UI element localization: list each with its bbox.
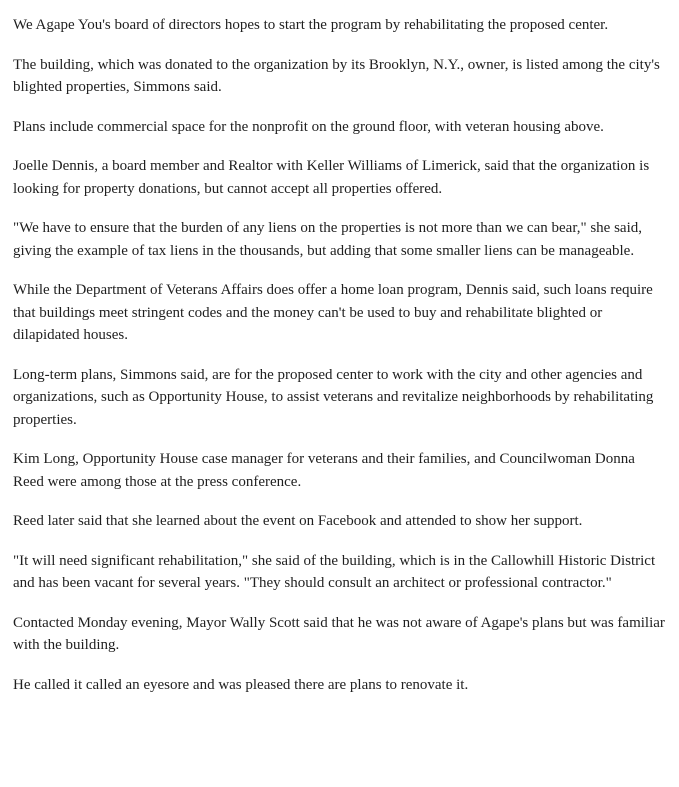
article-paragraph: While the Department of Veterans Affairs does offer a home loan program, Dennis said, such loans require that buildings meet stringent codes and the money can't be used to buy and rehabilitate blighted or dilapidated houses.: [13, 282, 653, 343]
article-paragraph: He called it called an eyesore and was pleased there are plans to renovate it.: [13, 676, 469, 693]
article-paragraph: We Agape You's board of directors hopes to start the program by rehabilitating the proposed center.: [13, 17, 609, 33]
article-paragraph: "It will need significant rehabilitation," she said of the building, which is in the Callowhill Historic District and has been vacant for several years. "They should consult an architect or professional contractor.": [13, 552, 656, 591]
article-paragraph: Plans include commercial space for the nonprofit on the ground floor, with veteran housing above.: [13, 118, 604, 135]
article-paragraph: Kim Long, Opportunity House case manager for veterans and their families, and Councilwoman Donna Reed were among those at the press conference.: [13, 451, 635, 490]
article-paragraph: Long-term plans, Simmons said, are for the proposed center to work with the city and other agencies and organizations, such as Opportunity House, to assist veterans and revitalize neighborhoods by rehabilitating properties.: [13, 366, 654, 428]
article-paragraph: Contacted Monday evening, Mayor Wally Scott said that he was not aware of Agape's plans but was familiar with the building.: [13, 614, 665, 653]
article-paragraph: "We have to ensure that the burden of any liens on the properties is not more than we can bear," she said, giving the example of tax liens in the thousands, but adding that some smaller liens can be manageable.: [13, 220, 642, 259]
article-paragraph: Reed later said that she learned about the event on Facebook and attended to show her support.: [13, 513, 583, 529]
article-paragraph: The building, which was donated to the organization by its Brooklyn, N.Y., owner, is listed among the city's blighted properties, Simmons said.: [13, 56, 660, 95]
article-paragraph: Joelle Dennis, a board member and Realtor with Keller Williams of Limerick, said that the organization is looking for property donations, but cannot accept all properties offered.: [13, 158, 650, 197]
